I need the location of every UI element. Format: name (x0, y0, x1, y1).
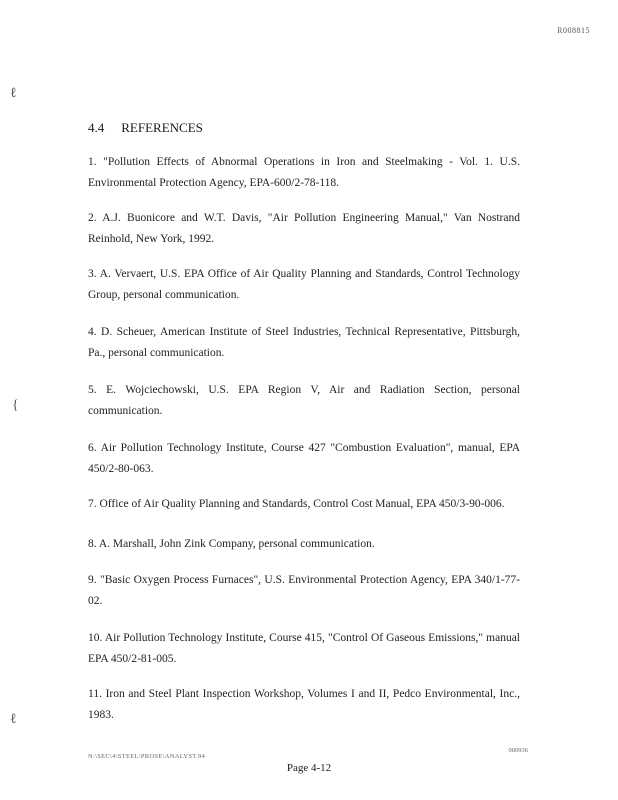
footer-code: 000936 (508, 747, 528, 754)
reference-item: 4. D. Scheuer, American Institute of Steel Industries, Technical Representative, Pittsburgh, Pa., personal communication. (88, 326, 520, 359)
section-title: REFERENCES (121, 120, 203, 135)
reference-item: 6. Air Pollution Technology Institute, Course 427 "Combustion Evaluation", manual, EPA 450/2-80-063. (88, 442, 520, 475)
reference-item: 3. A. Vervaert, U.S. EPA Office of Air Quality Planning and Standards, Control Technology Group, personal communication. (88, 268, 520, 301)
reference-item: 8. A. Marshall, John Zink Company, personal communication. (88, 538, 375, 550)
reference-item: 7. Office of Air Quality Planning and Standards, Control Cost Manual, EPA 450/3-90-006. (88, 498, 505, 510)
reference-item: 2. A.J. Buonicore and W.T. Davis, "Air Pollution Engineering Manual," Van Nostrand Reinhold, New York, 1992. (88, 212, 520, 245)
document-code: R008815 (557, 26, 590, 35)
reference-item: 5. E. Wojciechowski, U.S. EPA Region V, Air and Radiation Section, personal communication. (88, 384, 520, 417)
section-number: 4.4 (88, 120, 105, 135)
page-number: Page 4-12 (286, 762, 332, 774)
reference-item: 10. Air Pollution Technology Institute, Course 415, "Control Of Gaseous Emissions," manual EPA 450/2-81-005. (88, 632, 520, 665)
reference-item: 9. "Basic Oxygen Process Furnaces", U.S. Environmental Protection Agency, EPA 340/1-77-02. (88, 574, 520, 607)
footer-file-path: N:\SEC\4\STEEL\PROSE\ANALYST.94 (88, 753, 206, 760)
reference-item: 1. "Pollution Effects of Abnormal Operations in Iron and Steelmaking - Vol. 1. U.S. Environmental Protection Agency, EPA-600/2-78-118. (88, 156, 520, 189)
reference-item: 11. Iron and Steel Plant Inspection Workshop, Volumes I and II, Pedco Environmental, Inc., 1983. (88, 688, 520, 721)
margin-mark: { (12, 398, 19, 413)
section-heading (88, 120, 203, 136)
margin-mark: ℓ (10, 712, 17, 727)
margin-mark: ℓ (10, 86, 17, 101)
